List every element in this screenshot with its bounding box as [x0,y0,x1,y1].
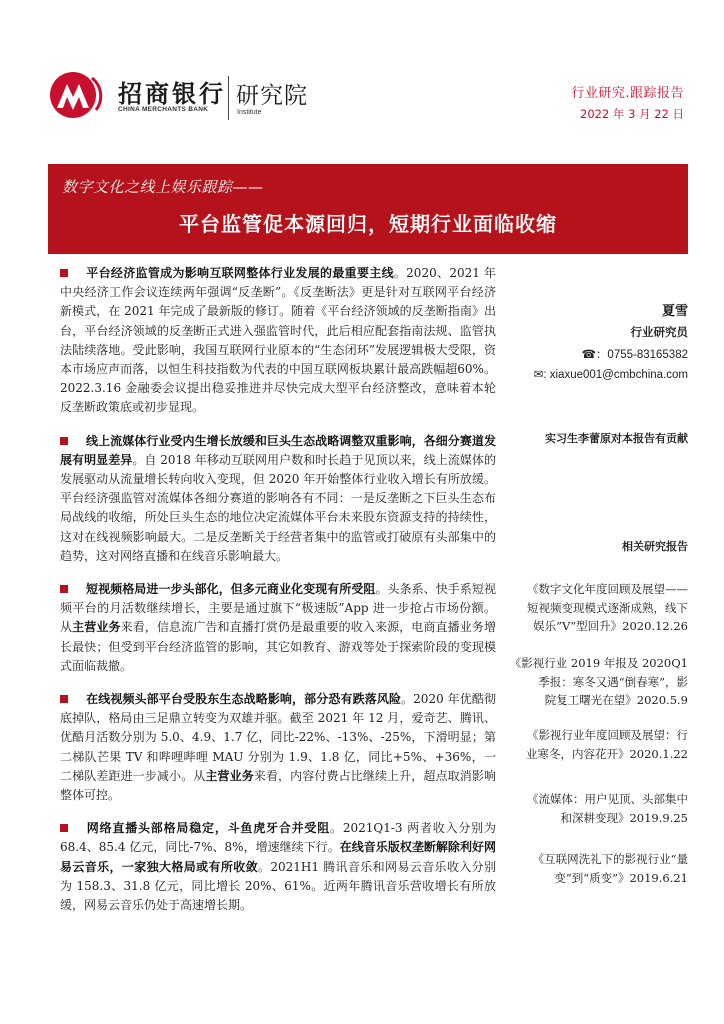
related-report-item[interactable]: 《数字文化年度回顾及展望—— 短视频变现模式逐渐成熟，线下 娱乐”V“型回升》2020.12.26 [527,582,688,633]
paragraph-emphasis: 主营业务 [205,768,254,783]
paragraph-lead: 短视频格局进一步头部化，但多元商业化变现有所受阻 [86,582,376,597]
bullet-square [60,437,68,445]
bullet-square [60,695,68,703]
main-content [60,264,496,915]
title-banner [48,164,688,254]
author-phone: ☎：0755-83165382 [581,349,688,361]
related-report-item[interactable]: 《影视行业年度回顾及展望：行 业寒冬，内容花开》2020.1.22 [525,728,688,761]
paragraph-4 [60,690,496,805]
report-series: 数字文化之线上娱乐跟踪—— [62,178,264,196]
contribution-note: 实习生李蕾原对本报告有贡献 [545,432,688,445]
paragraph-text: 。2020 年优酷彻底掉队，格局由三足鼎立转变为双雄并驱。截至 2021 年 12 月，爱奇艺、腾讯、优酷月活数分别为 5.0、4.9、1.7 亿，同比-22%、-13%、-25%，下滑明显；第二梯队芒果 TV 和哔哩哔哩 MAU 分别为 1.9、1.8 亿，同比+5%、+36%，一二梯队差距进一步减小。从 [60,692,496,783]
institute-name-en: Institute [237,109,262,116]
brand-divider [228,76,229,120]
cmb-logo [48,70,110,120]
paragraph-emphasis: 主营业务 [72,620,121,635]
report-date: 2022 年 3 月 22 日 [580,107,684,121]
paragraph-text: 。自 2018 年移动互联网用户数和时长趋于见顶以来，线上流媒体的发展驱动从流量增长转向收入变现，但 2020 年开始整体行业收入增长有所放缓。平台经济强监管对流媒体各细分赛道的影响各有不同：一是反垄断之下巨头生态布局战线的收缩，所处巨头生态的地位决定流媒体平台未来股东资源支持的持续性，这对在线视频影响最大。二是反垄断关于经营者集中的监管或打破原有头部集中的趋势，这对网络直播和在线音乐影响最大。 [60,452,496,563]
author-role: 行业研究员 [630,325,688,339]
paragraph-lead: 网络直播头部格局稳定，斗鱼虎牙合并受阻 [86,821,331,836]
related-report-item[interactable]: 《影视行业 2019 年报及 2020Q1 季报：寒冬又遇“倒春寒”，影 院复工曙光在望》2020.5.9 [509,656,688,707]
author-name: 夏雪 [661,304,688,319]
paragraph-3 [60,580,496,676]
related-report-item[interactable]: 《流媒体：用户见顶、头部集中 和深耕变现》2019.9.25 [527,792,688,825]
paragraph-emphasis: 在线音乐版权垄断解除利好网易云音乐，一家独大格局或有所收敛 [60,840,496,874]
related-report-item[interactable]: 《互联网洗礼下的影视行业“量 变”到“质变”》2019.6.21 [532,852,688,885]
paragraph-text: 。2021H1 腾讯音乐和网易云音乐收入分别为 158.3、31.8 亿元，同比增长 20%、61%。近两年腾讯音乐营收增长有所放缓，网易云音乐仍处于高速增长期。 [60,859,496,913]
paragraph-1 [60,264,496,418]
paragraph-5 [60,819,496,915]
paragraph-text: 来看，内容付费占比继续上升，超点取消影响整体可控。 [60,768,496,803]
paragraph-lead: 平台经济监管成为影响互联网整体行业发展的最重要主线 [86,266,394,280]
bullet-square [60,585,68,593]
institute-name: 研究院 [236,83,308,109]
brand-name: 招商银行 [118,80,226,108]
paragraph-lead: 线上流媒体行业受内生增长放缓和巨头生态战略调整双重影响，各细分赛道发展有明显差异 [60,433,496,467]
bullet-square [60,824,68,832]
bullet-square [60,269,68,277]
related-reports-heading: 相关研究报告 [622,540,688,553]
paragraph-2 [60,432,496,566]
paragraph-lead: 在线视频头部平台受股东生态战略影响，部分恐有跌落风险 [86,692,402,707]
paragraph-text: 。头条系、快手系短视频平台的月活数继续增长，主要是通过旗下“极速版”App 进一步抢占市场份额。从 [60,582,496,635]
author-email[interactable]: ✉: xiaxue001@cmbchina.com [533,369,688,381]
report-type: 行业研究.跟踪报告 [571,86,684,101]
paragraph-text: 来看，信息流广告和直播打赏仍是最重要的收入来源，电商直播业务增长最快；但受到平台经济监管的影响，其它如教育、游戏等处于探索阶段的变现模式面临裁撤。 [60,620,496,673]
brand-name-en: CHINA MERCHANTS BANK [118,106,209,113]
report-title: 平台监管促本源回归，短期行业面临收缩 [179,212,557,236]
paragraph-text: 。2021Q1-3 两者收入分别为 68.4、85.4 亿元，同比-7%、8%，增速继续下行。 [60,821,496,855]
paragraph-text: 。2020、2021 年中央经济工作会议连续两年强调“反垄断”。《反垄断法》更是针对互联网平台经济新模式，在 2021 年完成了最新版的修订。随着《平台经济领域的反垄断指南》出台，平台经济领域的反垄断正式进入强监管时代，此后相应配套指南法规、监管执法陆续落地。受此影响，我国互联网行业原本的“生态闭环”发展逻辑极大受限，资本市场应声而落，以恒生科技指数为代表的中国互联网板块累计最高跌幅超60%。2022.3.16 金融委会议提出稳妥推进并尽快完成大型平台经济整改，意味着本轮反垄断政策底或初步显现。 [60,266,496,415]
